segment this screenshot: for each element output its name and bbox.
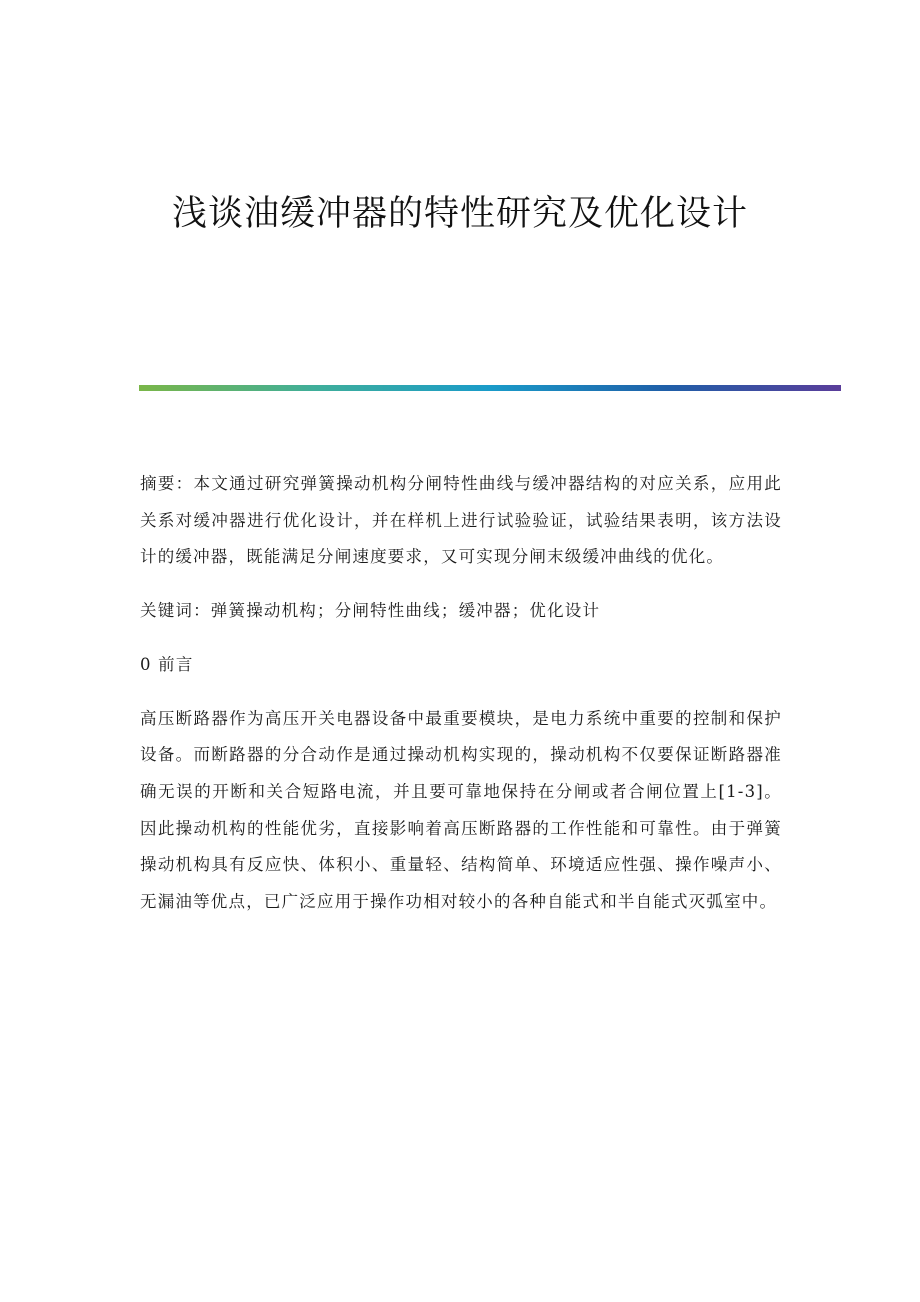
keywords-line: 关键词：弹簧操动机构；分闸特性曲线；缓冲器；优化设计 — [140, 601, 601, 621]
document-title: 浅谈油缓冲器的特性研究及优化设计 — [171, 194, 748, 234]
intro-paragraph: 高压断路器作为高压开关电器设备中最重要模块，是电力系统中重要的控制和保护设备。而断路器的分合动作是通过操动机构实现的，操动机构不仅要保证断路器准确无误的开断和关合短路电流，并且要可靠地保持在分闸或者合闸位置上[1-3]。因此操动机构的性能优劣，直接影响着高压断路器的工作性能和可靠性。由于弹簧操动机构具有反应快、体积小、重量轻、结构简单、环境适应性强、操作噪声小、无漏油等优点，已广泛应用于操作功相对较小的各种自能式和半自能式灭弧室中。 — [140, 708, 782, 912]
section-heading: 0 前言 — [140, 654, 194, 674]
gradient-divider — [139, 385, 841, 391]
document-body — [140, 466, 782, 921]
abstract-paragraph: 摘要：本文通过研究弹簧操动机构分闸特性曲线与缓冲器结构的对应关系，应用此关系对缓冲器进行优化设计，并在样机上进行试验验证，试验结果表明，该方法设计的缓冲器，既能满足分闸速度要求，又可实现分闸末级缓冲曲线的优化。 — [140, 474, 782, 567]
